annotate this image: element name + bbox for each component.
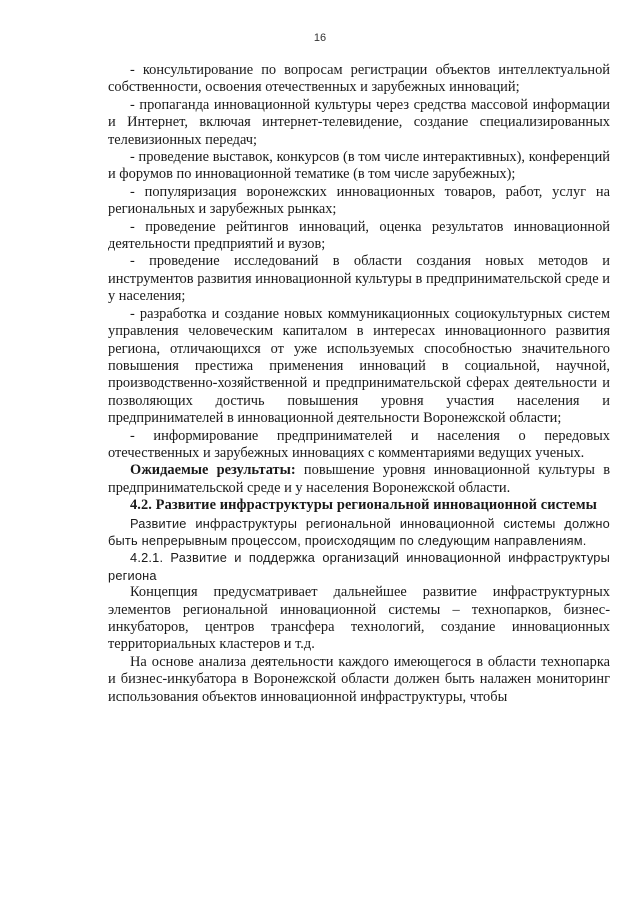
list-item: - проведение рейтингов инноваций, оценка результатов инновационной деятельности предприятий и вузов; [108, 218, 610, 253]
list-item: - популяризация воронежских инновационных товаров, работ, услуг на региональных и зарубежных рынках; [108, 183, 610, 218]
page-number: 16 [313, 32, 327, 44]
list-item: - консультирование по вопросам регистрации объектов интеллектуальной собственности, освоения отечественных и зарубежных инноваций; [108, 62, 610, 96]
expected-results-label: Ожидаемые результаты: [130, 462, 296, 479]
subsection-heading: 4.2.1. Развитие и поддержка организаций инновационной инфраструктуры региона [108, 550, 610, 583]
list-item: - проведение исследований в области создания новых методов и инструментов развития инновационной культуры в предпринимательской среде и у населения; [108, 253, 610, 305]
section-heading: 4.2. Развитие инфраструктуры региональной инновационной системы [130, 497, 598, 514]
body-paragraph: Концепция предусматривает дальнейшее развитие инфраструктурных элементов региональной инновационной системы – технопарков, бизнес-инкубаторов, центров трансфера технологий, создание инновационных территориальных кластеров и т.д. [108, 584, 610, 653]
expected-results-text: повышение уровня инновационной культуры в предпринимательской среде и у населения Воронежской области. [108, 462, 610, 496]
list-item: - информирование предпринимателей и населения о передовых отечественных и зарубежных инновациях с комментариями ведущих ученых. [108, 427, 610, 461]
list-item: - пропаганда инновационной культуры через средства массовой информации и Интернет, включая интернет-телевидение, создание специализированных телевизионных передач; [108, 96, 610, 148]
page-content [108, 62, 610, 706]
section-intro: Развитие инфраструктуры региональной инновационной системы должно быть непрерывным процессом, происходящим по следующим направлениям. [108, 515, 610, 548]
list-item: - разработка и создание новых коммуникационных социокультурных систем управления человеческим капиталом в интересах инновационного развития региона, отличающихся от уже используемых способностью значительного повышения престижа применения инноваций в социальной, научной, производственно-хозяйственной и предпринимательской сферах деятельности и позволяющих достичь повышения уровня участия населения и предпринимателей в инновационной деятельности Воронежской области; [108, 305, 610, 427]
body-paragraph: На основе анализа деятельности каждого имеющегося в области технопарка и бизнес-инкубатора в Воронежской области должен быть налажен мониторинг использования объектов инновационной инфраструктуры, чтобы [108, 653, 610, 705]
expected-results [108, 462, 610, 497]
list-item: - проведение выставок, конкурсов (в том числе интерактивных), конференций и форумов по инновационной тематике (в том числе зарубежных); [108, 149, 610, 183]
